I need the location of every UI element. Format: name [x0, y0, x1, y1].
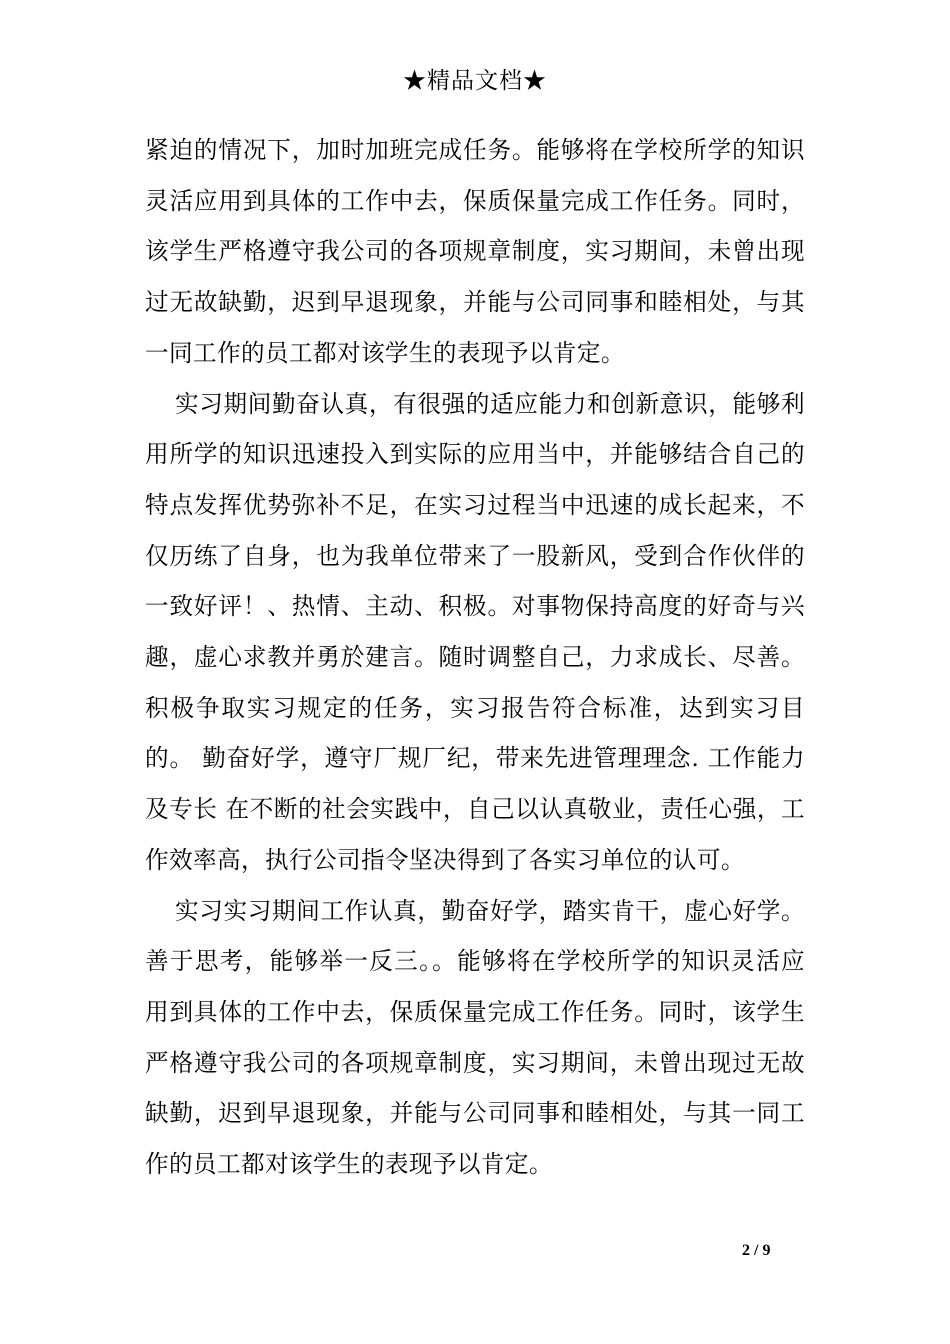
page-header: ★精品文档★: [403, 68, 547, 94]
page-number: 2 / 9: [742, 1242, 771, 1259]
paragraph-1: 紧迫的情况下，加时加班完成任务。能够将在学校所学的知识灵活应用到具体的工作中去，保质保量完成工作任务。同时，该学生严格遵守我公司的各项规章制度，实习期间，未曾出现过无故缺勤，迟到早退现象，并能与公司同事和睦相处，与其一同工作的员工都对该学生的表现予以肯定。: [145, 136, 805, 367]
paragraph-2: 实习期间勤奋认真，有很强的适应能力和创新意识，能够利用所学的知识迅速投入到实际的应用当中，并能够结合自己的特点发挥优势弥补不足，在实习过程当中迅速的成长起来，不仅历练了自身，也为我单位带来了一股新风，受到合作伙伴的一致好评！、热情、主动、积极。对事物保持高度的好奇与兴趣，虚心求教并勇於建言。随时调整自己，力求成长、尽善。积极争取实习规定的任务，实习报告符合标准，达到实习目的。 勤奋好学，遵守厂规厂纪，带来先进管理理念. 工作能力及专长 在不断的社会实践中，自己以认真敬业，责任心强，工作效率高，执行公司指令坚决得到了各实习单位的认可。: [145, 389, 805, 874]
document-body: [145, 125, 805, 1190]
paragraph-3: 实习实习期间工作认真，勤奋好学，踏实肯干，虚心好学。善于思考，能够举一反三。。能够将在学校所学的知识灵活应用到具体的工作中去，保质保量完成工作任务。同时，该学生严格遵守我公司的各项规章制度，实习期间，未曾出现过无故缺勤，迟到早退现象，并能与公司同事和睦相处，与其一同工作的员工都对该学生的表现予以肯定。: [145, 896, 805, 1179]
